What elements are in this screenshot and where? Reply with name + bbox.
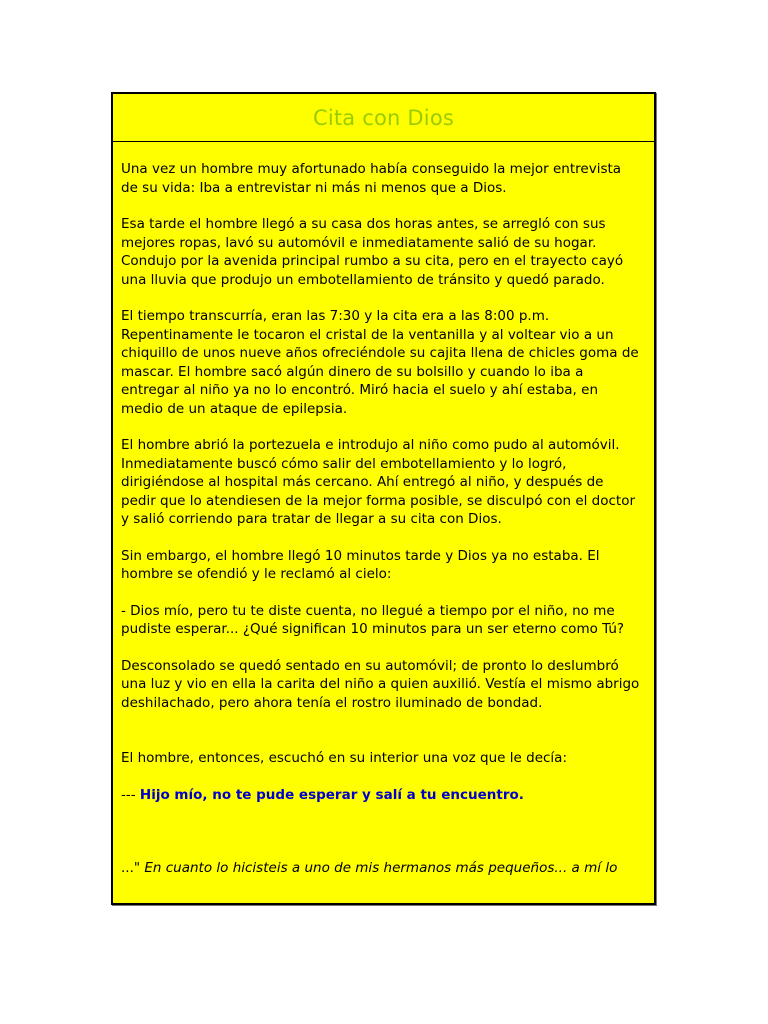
- closing-prefix: ...": [121, 860, 145, 876]
- voice-quote: Hijo mío, no te pude esperar y salí a tu encuentro.: [139, 786, 524, 803]
- paragraph-6: - Dios mío, pero tu te diste cuenta, no llegué a tiempo por el niño, no me pudiste esperar... ¿Qué significan 10 minutos para un ser eterno como Tú?: [121, 602, 625, 637]
- paragraph-8: El hombre, entonces, escuchó en su interior una voz que le decía:: [121, 750, 567, 766]
- paragraph-3: El tiempo transcurría, eran las 7:30 y la cita era a las 8:00 p.m. Repentinamente le tocaron el cristal de la ventanilla y al voltear vio a un chiquillo de unos nueve años ofreciéndole su cajita llena de chicles goma de mascar. El hombre sacó algún dinero de su bolsillo y cuando lo iba a entregar al niño ya no lo encontró. Miró hacia el suelo y ahí estaba, en medio de un ataque de epilepsia.: [121, 308, 639, 417]
- closing-quote: En cuanto lo hicisteis a uno de mis hermanos más pequeños... a mí lo: [144, 860, 618, 876]
- document-frame: [111, 92, 656, 905]
- paragraph-4: El hombre abrió la portezuela e introdujo al niño como pudo al automóvil. Inmediatamente buscó cómo salir del embotellamiento y lo logró, dirigiéndose al hospital más cercano. Ahí entregó al niño, y después de pedir que lo atendiesen de la mejor forma posible, se disculpó con el doctor y salió corriendo para tratar de llegar a su cita con Dios.: [121, 437, 636, 527]
- document-body: [113, 142, 654, 878]
- closing-line: [121, 859, 642, 878]
- paragraph-7: Desconsolado se quedó sentado en su automóvil; de pronto lo deslumbró una luz y vio en ella la carita del niño a quien auxilió. Vestía el mismo abrigo deshilachado, pero ahora tenía el rostro iluminado de bondad.: [121, 657, 640, 711]
- paragraph-2: Esa tarde el hombre llegó a su casa dos horas antes, se arregló con sus mejores ropas, lavó su automóvil e inmediatamente salió de su hogar. Condujo por la avenida principal rumbo a su cita, pero en el trayecto cayó una lluvia que produjo un embotellamiento de tránsito y quedó parado.: [121, 216, 624, 288]
- voice-prefix: ---: [121, 786, 140, 803]
- title-bar: [113, 94, 654, 142]
- document-title: Cita con Dios: [312, 105, 455, 130]
- voice-line: [121, 786, 642, 805]
- paragraph-1: Una vez un hombre muy afortunado había conseguido la mejor entrevista de su vida: Iba a entrevistar ni más ni menos que a Dios.: [121, 161, 622, 196]
- paragraph-5: Sin embargo, el hombre llegó 10 minutos tarde y Dios ya no estaba. El hombre se ofendió y le reclamó al cielo:: [121, 547, 600, 582]
